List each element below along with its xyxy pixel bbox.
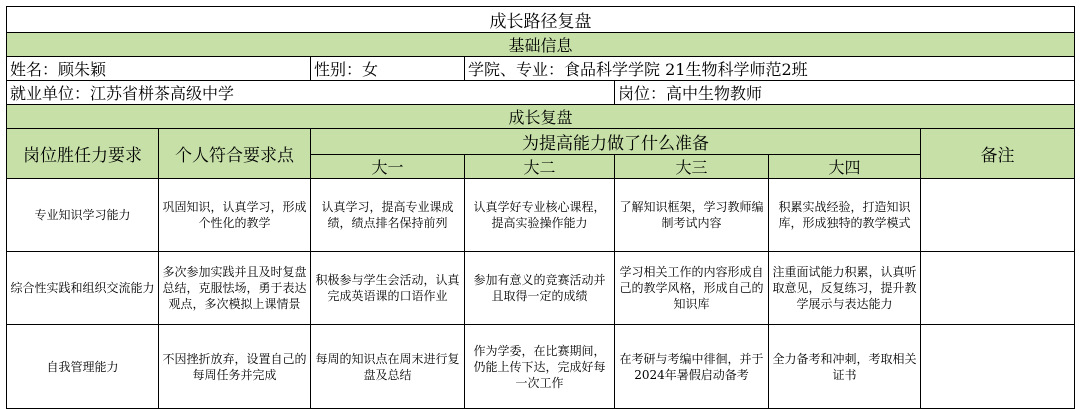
college-cell [465,57,1075,81]
name-cell [7,57,311,81]
requirement-cell: 综合性实践和组织交流能力 [7,252,159,325]
basic-info-band: 基础信息 [7,33,1075,57]
year-1-cell: 积极参与学生会活动，认真完成英语课的口语作业 [311,252,465,325]
year-4-cell: 全力备考和冲刺，考取相关证书 [769,325,921,409]
year-4-cell: 注重面试能力积累，认真听取意见，反复练习，提升教学展示与表达能力 [769,252,921,325]
year-2-cell: 认真学好专业核心课程，提高实验操作能力 [465,179,615,252]
gender-value: 女 [362,60,379,79]
college-label: 学院、专业： [468,60,565,79]
year-3-cell: 在考研与考编中徘徊，并于2024年暑假启动备考 [615,325,769,409]
note-cell [921,179,1075,252]
employer-label: 就业单位： [10,84,91,103]
gender-label: 性别： [314,60,363,79]
year-1-cell: 每周的知识点在周末进行复盘及总结 [311,325,465,409]
requirement-cell: 自我管理能力 [7,325,159,409]
header-note: 备注 [921,129,1075,179]
header-year-2: 大二 [465,155,615,179]
note-cell [921,325,1075,409]
personal-cell: 巩固知识，认真学习，形成个性化的教学 [159,179,311,252]
table-row [7,325,1075,409]
gender-cell [311,57,465,81]
header-prepare: 为提高能力做了什么准备 [311,129,921,155]
year-1-cell: 认真学习，提高专业课成绩，绩点排名保持前列 [311,179,465,252]
college-value: 食品科学学院 21生物科学师范2班 [564,60,808,79]
year-2-cell: 参加有意义的竞赛活动并且取得一定的成绩 [465,252,615,325]
employer-value: 江苏省栟茶高级中学 [90,84,235,103]
personal-cell: 多次参加实践并且及时复盘总结，克服怯场，勇于表达观点，多次模拟上课情景 [159,252,311,325]
requirement-cell: 专业知识学习能力 [7,179,159,252]
table-row [7,179,1075,252]
name-value: 顾朱颖 [58,60,107,79]
note-cell [921,252,1075,325]
table-row [7,252,1075,325]
header-year-4: 大四 [769,155,921,179]
name-label: 姓名： [10,60,59,79]
growth-review-table [6,6,1075,409]
employer-cell [7,81,615,105]
personal-cell: 不因挫折放弃，设置自己的每周任务并完成 [159,325,311,409]
header-year-3: 大三 [615,155,769,179]
position-cell [615,81,1075,105]
header-personal: 个人符合要求点 [159,129,311,179]
year-3-cell: 了解知识框架，学习教师编制考试内容 [615,179,769,252]
position-label: 岗位： [618,84,667,103]
year-2-cell: 作为学委，在比赛期间，仍能上传下达，完成好每一次工作 [465,325,615,409]
sheet-title: 成长路径复盘 [7,7,1075,33]
growth-review-band: 成长复盘 [7,105,1075,129]
year-4-cell: 积累实战经验，打造知识库，形成独特的教学模式 [769,179,921,252]
header-requirement: 岗位胜任力要求 [7,129,159,179]
header-year-1: 大一 [311,155,465,179]
year-3-cell: 学习相关工作的内容形成自己的教学风格，形成自己的知识库 [615,252,769,325]
position-value: 高中生物教师 [666,84,763,103]
